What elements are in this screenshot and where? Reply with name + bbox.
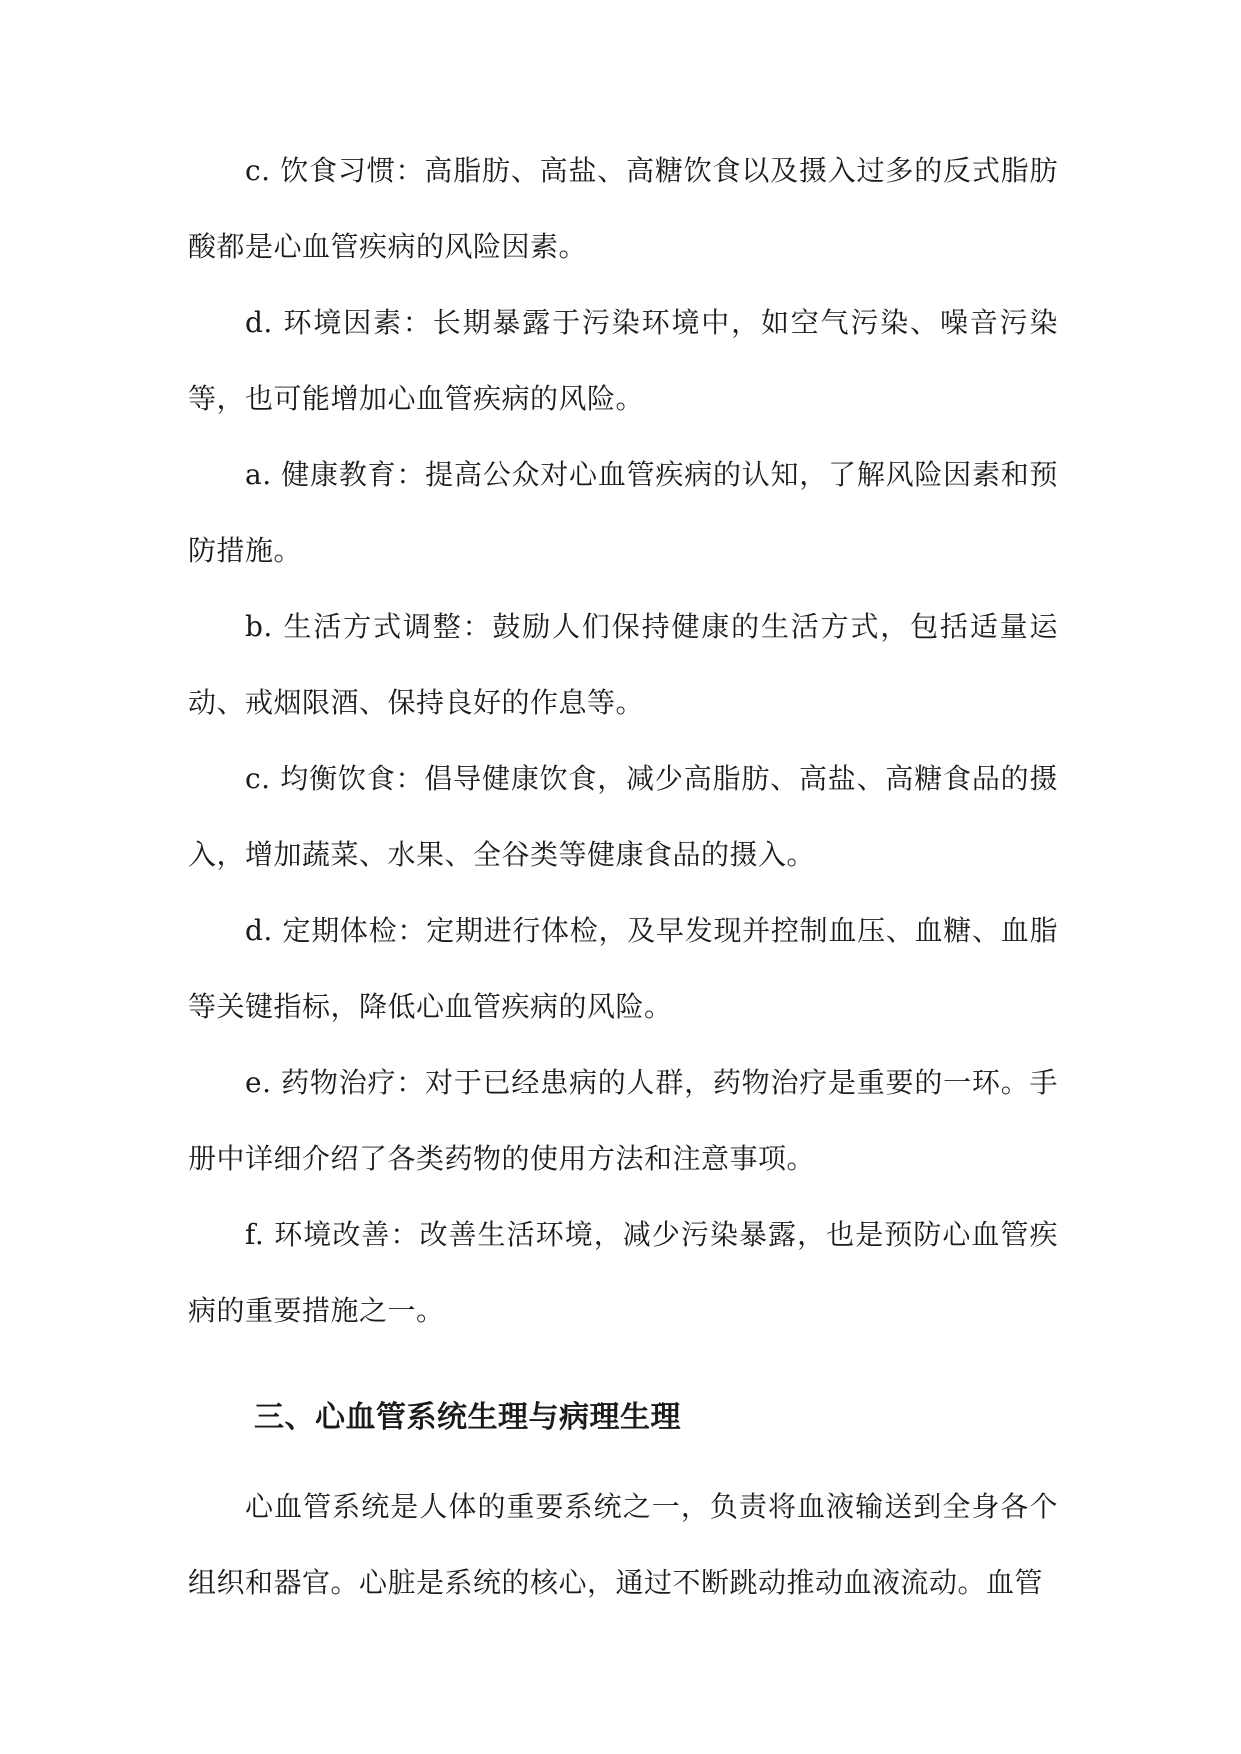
paragraph-regular-checkup: d. 定期体检：定期进行体检，及早发现并控制血压、血糖、血脂等关键指标，降低心血管疾病的风险。 xyxy=(188,914,1058,1023)
paragraph-lifestyle-adjustment: b. 生活方式调整：鼓励人们保持健康的生活方式，包括适量运动、戒烟限酒、保持良好的作息等。 xyxy=(188,610,1058,719)
section-heading: 三、心血管系统生理与病理生理 xyxy=(254,1400,681,1435)
paragraph-health-education: a. 健康教育：提高公众对心血管疾病的认知，了解风险因素和预防措施。 xyxy=(188,458,1058,567)
paragraph-environment-improvement: f. 环境改善：改善生活环境，减少污染暴露，也是预防心血管疾病的重要措施之一。 xyxy=(188,1218,1058,1327)
paragraph-diet-habits: c. 饮食习惯：高脂肪、高盐、高糖饮食以及摄入过多的反式脂肪酸都是心血管疾病的风险因素。 xyxy=(188,154,1058,263)
paragraph-environment-factors: d. 环境因素：长期暴露于污染环境中，如空气污染、噪音污染等，也可能增加心血管疾病的风险。 xyxy=(188,306,1058,415)
paragraph-balanced-diet: c. 均衡饮食：倡导健康饮食，减少高脂肪、高盐、高糖食品的摄入，增加蔬菜、水果、全谷类等健康食品的摄入。 xyxy=(188,762,1058,871)
paragraph-drug-treatment: e. 药物治疗：对于已经患病的人群，药物治疗是重要的一环。手册中详细介绍了各类药物的使用方法和注意事项。 xyxy=(188,1066,1058,1175)
section-intro-paragraph: 心血管系统是人体的重要系统之一，负责将血液输送到全身各个组织和器官。心脏是系统的核心，通过不断跳动推动血液流动。血管 xyxy=(188,1490,1058,1599)
